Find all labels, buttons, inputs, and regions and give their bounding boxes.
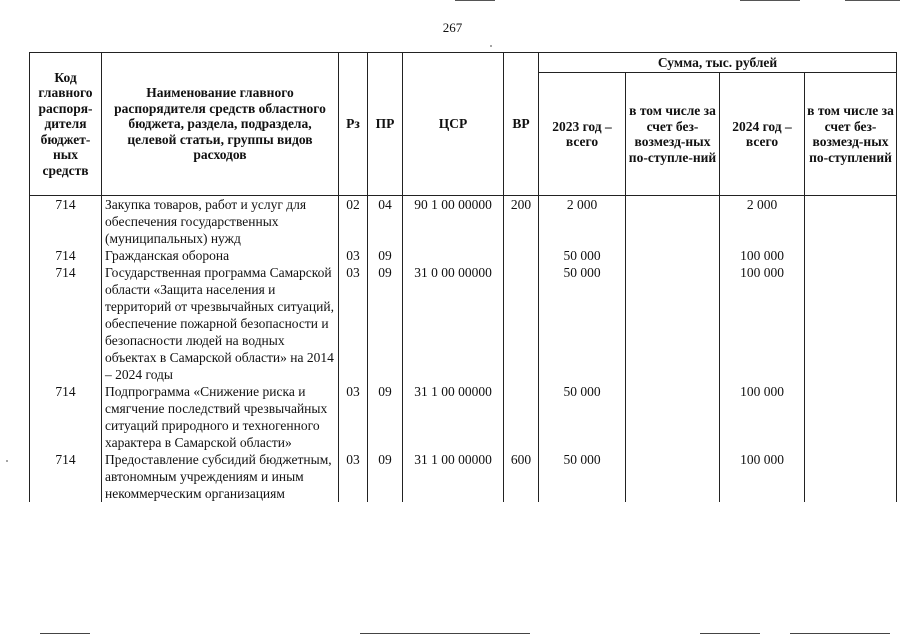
row-name: Государственная программа Самарской области «Защита населения и территорий от чрезвычайных ситуаций, обеспечение пожарной безопасности и безопасности людей на водных объектах в Самарской области» на 2014 – 2024 годы: [102, 264, 339, 383]
budget-table: [29, 52, 897, 502]
row-vr: [504, 264, 539, 383]
table-row: [30, 264, 897, 383]
row-csr: 90 1 00 00000: [403, 196, 504, 248]
row-csr: 31 1 00 00000: [403, 451, 504, 502]
row-vr: [504, 247, 539, 264]
row-rz: 02: [339, 196, 368, 248]
row-2024-total: 100 000: [720, 264, 805, 383]
header-sum: Сумма, тыс. рублей: [539, 53, 897, 73]
row-code: 714: [30, 383, 102, 451]
row-2024-free: [805, 196, 897, 248]
row-code: 714: [30, 247, 102, 264]
row-2023-total: 50 000: [539, 247, 626, 264]
scan-edge-line: [360, 633, 530, 634]
table-row: [30, 451, 897, 502]
row-pr: 09: [368, 451, 403, 502]
row-pr: 09: [368, 383, 403, 451]
row-csr: [403, 247, 504, 264]
header-vr: ВР: [504, 53, 539, 196]
row-2023-free: [626, 451, 720, 502]
header-code: Код главного распоря-дителя бюджет-ных средств: [30, 53, 102, 196]
scan-edge-line: [740, 0, 800, 1]
row-2024-free: [805, 264, 897, 383]
table-row: [30, 247, 897, 264]
row-2024-total: 100 000: [720, 247, 805, 264]
row-code: 714: [30, 264, 102, 383]
row-rz: 03: [339, 264, 368, 383]
row-2023-free: [626, 383, 720, 451]
scan-edge-line: [455, 0, 495, 1]
row-name: Предоставление субсидий бюджетным, автономным учреждениям и иным некоммерческим организациям: [102, 451, 339, 502]
row-2023-total: 50 000: [539, 451, 626, 502]
row-2024-total: 2 000: [720, 196, 805, 248]
table-row: [30, 383, 897, 451]
header-2024-free: в том числе за счет без-возмезд-ных по-ступлений: [805, 73, 897, 196]
row-code: 714: [30, 451, 102, 502]
page-number: 267: [442, 20, 463, 35]
row-vr: 600: [504, 451, 539, 502]
row-2024-free: [805, 247, 897, 264]
scan-edge-line: [700, 633, 760, 634]
header-csr: ЦСР: [403, 53, 504, 196]
row-pr: 09: [368, 247, 403, 264]
row-2023-free: [626, 196, 720, 248]
row-rz: 03: [339, 247, 368, 264]
row-vr: 200: [504, 196, 539, 248]
row-csr: 31 0 00 00000: [403, 264, 504, 383]
row-2023-total: 2 000: [539, 196, 626, 248]
row-2023-total: 50 000: [539, 264, 626, 383]
row-csr: 31 1 00 00000: [403, 383, 504, 451]
row-rz: 03: [339, 451, 368, 502]
header-rz: Рз: [339, 53, 368, 196]
scan-edge-line: [40, 633, 90, 634]
row-2024-total: 100 000: [720, 383, 805, 451]
row-code: 714: [30, 196, 102, 248]
scan-speck: [490, 45, 492, 47]
row-rz: 03: [339, 383, 368, 451]
header-name: Наименование главного распорядителя средств областного бюджета, раздела, подраздела, целевой статьи, группы видов расходов: [102, 53, 339, 196]
scan-edge-line: [845, 0, 900, 1]
header-pr: ПР: [368, 53, 403, 196]
row-pr: 09: [368, 264, 403, 383]
row-name: Закупка товаров, работ и услуг для обеспечения государственных (муниципальных) нужд: [102, 196, 339, 248]
header-2024-total: 2024 год – всего: [720, 73, 805, 196]
row-2023-free: [626, 264, 720, 383]
table-row: [30, 196, 897, 248]
row-name: Гражданская оборона: [102, 247, 339, 264]
header-2023-free: в том числе за счет без-возмезд-ных по-ступле-ний: [626, 73, 720, 196]
row-vr: [504, 383, 539, 451]
row-2023-free: [626, 247, 720, 264]
row-name: Подпрограмма «Снижение риска и смягчение последствий чрезвычайных ситуаций природного и техногенного характера в Самарской области»: [102, 383, 339, 451]
row-2024-total: 100 000: [720, 451, 805, 502]
row-pr: 04: [368, 196, 403, 248]
scan-speck: [6, 460, 8, 462]
scan-edge-line: [790, 633, 890, 634]
row-2024-free: [805, 451, 897, 502]
row-2023-total: 50 000: [539, 383, 626, 451]
row-2024-free: [805, 383, 897, 451]
header-2023-total: 2023 год – всего: [539, 73, 626, 196]
